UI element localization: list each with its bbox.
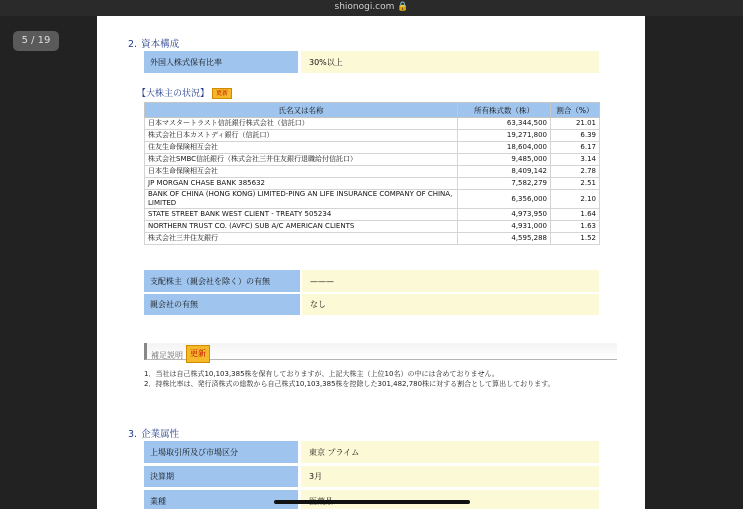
header-ratio: 割合（%） <box>551 103 600 118</box>
table-row <box>145 233 600 245</box>
shares-held: 63,344,500 <box>458 118 551 130</box>
shares-held: 4,973,950 <box>458 209 551 221</box>
shareholder-name: 株式会社日本カストディ銀行（信託口） <box>145 130 458 142</box>
table-row <box>145 142 600 154</box>
table-row <box>145 166 600 178</box>
major-shareholders-heading <box>137 86 232 99</box>
section-2-title: 資本構成 <box>141 39 180 50</box>
shareholder-name: 日本マスタートラスト信託銀行株式会社（信託口） <box>145 118 458 130</box>
update-badge: 更新 <box>212 88 232 99</box>
shares-held: 4,931,000 <box>458 221 551 233</box>
listing-market-label: 上場取引所及び市場区分 <box>144 441 298 463</box>
supplement-notes <box>144 369 555 389</box>
table-row <box>145 130 600 142</box>
shareholder-name: JP MORGAN CHASE BANK 385632 <box>145 178 458 190</box>
home-indicator[interactable] <box>274 500 470 504</box>
ownership-ratio: 1.64 <box>551 209 600 221</box>
supplement-update-badge: 更新 <box>186 345 210 363</box>
shareholder-name: BANK OF CHINA (HONG KONG) LIMITED-PING AN LIFE INSURANCE COMPANY OF CHINA, LIMITED <box>145 190 458 209</box>
shares-held: 7,582,279 <box>458 178 551 190</box>
parent-company-value: なし <box>302 294 599 315</box>
section-3-heading <box>128 426 179 440</box>
section-2-heading <box>128 36 179 50</box>
ownership-ratio: 1.63 <box>551 221 600 233</box>
fiscal-period-value: 3月 <box>301 466 599 487</box>
ownership-ratio: 3.14 <box>551 154 600 166</box>
ownership-ratio: 6.39 <box>551 130 600 142</box>
table-row <box>145 221 600 233</box>
ownership-ratio: 6.17 <box>551 142 600 154</box>
section-2-number: 2. <box>128 39 138 50</box>
shareholder-name: NORTHERN TRUST CO. (AVFC) SUB A/C AMERICAN CLIENTS <box>145 221 458 233</box>
major-shareholders-title: 【大株主の状況】 <box>137 89 210 99</box>
page-counter-badge: 5 / 19 <box>13 31 59 51</box>
foreign-ownership-label: 外国人株式保有比率 <box>144 51 298 73</box>
ownership-ratio: 2.78 <box>551 166 600 178</box>
shareholder-name: 日本生命保険相互会社 <box>145 166 458 178</box>
parent-company-row <box>144 294 599 315</box>
controlling-shareholder-label: 支配株主（親会社を除く）の有無 <box>144 270 300 292</box>
shareholder-name: 株式会社三井住友銀行 <box>145 233 458 245</box>
shareholders-table <box>144 102 600 245</box>
header-name: 氏名又は名称 <box>145 103 458 118</box>
industry-label: 業種 <box>144 490 298 509</box>
ownership-ratio: 2.10 <box>551 190 600 209</box>
shares-held: 9,485,000 <box>458 154 551 166</box>
controlling-shareholder-value: ——— <box>302 270 599 292</box>
fiscal-period-row <box>144 466 599 487</box>
ownership-ratio: 1.52 <box>551 233 600 245</box>
url-text[interactable]: shionogi.com 🔒 <box>334 2 409 12</box>
listing-market-row <box>144 441 599 463</box>
foreign-ownership-row <box>144 51 599 73</box>
browser-top-bar <box>0 0 743 16</box>
document-page <box>97 16 645 509</box>
supplement-label: 補足説明 <box>151 351 183 360</box>
table-row <box>145 154 600 166</box>
parent-company-label: 親会社の有無 <box>144 294 300 315</box>
shareholder-name: STATE STREET BANK WEST CLIENT - TREATY 505234 <box>145 209 458 221</box>
table-row <box>145 118 600 130</box>
section-3-number: 3. <box>128 429 138 440</box>
shares-held: 6,356,000 <box>458 190 551 209</box>
shares-held: 8,409,142 <box>458 166 551 178</box>
table-row <box>145 178 600 190</box>
header-shares: 所有株式数（株） <box>458 103 551 118</box>
shareholder-name: 住友生命保険相互会社 <box>145 142 458 154</box>
note-2: 2．持株比率は、発行済株式の総数から自己株式10,103,385株を控除した301,482,780株に対する割合として算出しております。 <box>144 380 555 388</box>
controlling-shareholder-row <box>144 270 599 292</box>
table-row <box>145 209 600 221</box>
ownership-ratio: 2.51 <box>551 178 600 190</box>
supplement-header <box>144 343 617 360</box>
shares-held: 19,271,800 <box>458 130 551 142</box>
section-3-title: 企業属性 <box>141 429 180 440</box>
shares-held: 18,604,000 <box>458 142 551 154</box>
listing-market-value: 東京 プライム <box>301 441 599 463</box>
shareholder-name: 株式会社SMBC信託銀行（株式会社三井住友銀行退職給付信託口） <box>145 154 458 166</box>
foreign-ownership-value: 30%以上 <box>301 51 599 73</box>
shares-held: 4,595,288 <box>458 233 551 245</box>
note-1: 1．当社は自己株式10,103,385株を保有しておりますが、上記大株主（上位10名）の中には含めておりません。 <box>144 370 499 378</box>
table-header-row <box>145 103 600 118</box>
table-row <box>145 190 600 209</box>
fiscal-period-label: 決算期 <box>144 466 298 487</box>
ownership-ratio: 21.01 <box>551 118 600 130</box>
